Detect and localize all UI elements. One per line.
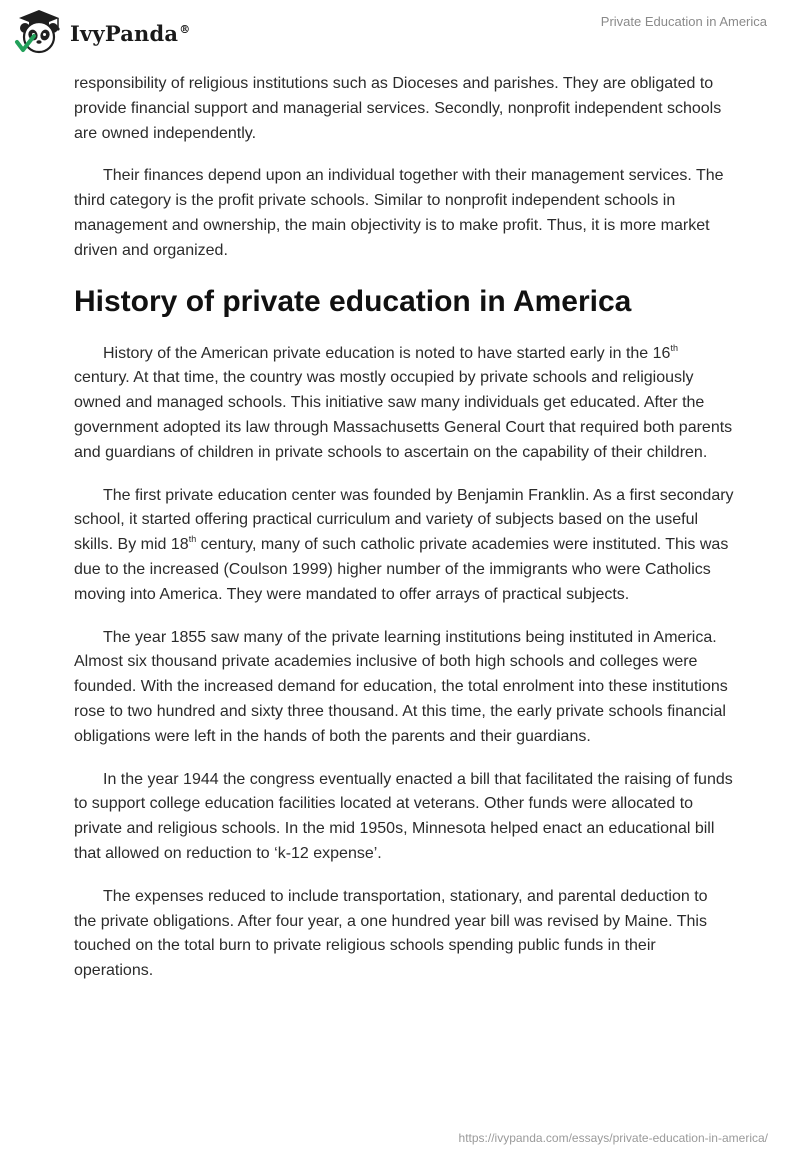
paragraph-4: The first private education center was founded by Benjamin Franklin. As a first secondary school, it started offering practical curriculum and variety of subjects based on the useful skills. By mid 18th century, many of such catholic private academies were instituted. This was due to the increased (Coulson 1999) higher number of the immigrants who were Catholics moving into America. They were mandated to offer arrays of practical subjects. — [74, 486, 734, 603]
source-url[interactable]: https://ivypanda.com/essays/private-education-in-america/ — [458, 1131, 768, 1145]
paragraph-7: The expenses reduced to include transportation, stationary, and parental deduction to the private obligations. After four year, a one hundred year bill was revised by Maine. This touched on the total burn to private religious schools spending public funds in their operations. — [74, 887, 708, 980]
essay-body — [74, 72, 734, 1002]
registered-mark: ® — [179, 22, 191, 36]
paragraph-6: In the year 1944 the congress eventually enacted a bill that facilitated the raising of funds to support college education facilities located at veterans. Other funds were allocated to private and religious schools. In the mid 1950s, Minnesota helped enact an educational bill that allowed on reduction to ‘k-12 expense’. — [74, 770, 733, 862]
paragraph-2: Their finances depend upon an individual together with their management services. The third category is the profit private schools. Similar to nonprofit independent schools in management and ownership, the main objectivity is to make profit. Thus, it is more market driven and organized. — [74, 167, 724, 259]
paragraph-3: History of the American private education is noted to have started early in the 16th century. At that time, the country was mostly occupied by private schools and religiously owned and managed schools. This initiative saw many individuals get educated. After the government adopted its law through Massachusetts General Court that required both parents and guardians of children in private schools to ascertain on the capability of their children. — [74, 342, 733, 461]
paragraph-5: The year 1855 saw many of the private learning institutions being instituted in America. Almost six thousand private academies inclusive of both high schools and colleges were founded. With the increased demand for education, the total enrolment into these institutions rose to two hundred and sixty three thousand. At this time, the early private schools financial obligations were left in the hands of both the parents and their guardians. — [74, 628, 728, 745]
page-header — [0, 0, 800, 70]
ordinal-suffix: th — [188, 534, 197, 545]
ordinal-suffix: th — [670, 342, 678, 353]
brand-name: IvyPanda® — [70, 20, 191, 46]
panda-graduate-icon — [14, 8, 64, 58]
document-title: Private Education in America — [600, 14, 767, 29]
section-heading: History of private education in America — [74, 284, 632, 318]
paragraph-1: responsibility of religious institutions such as Dioceses and parishes. They are obligated to provide financial support and managerial services. Secondly, nonprofit independent schools are owned independently. — [74, 75, 722, 142]
brand-logo[interactable] — [14, 8, 190, 58]
